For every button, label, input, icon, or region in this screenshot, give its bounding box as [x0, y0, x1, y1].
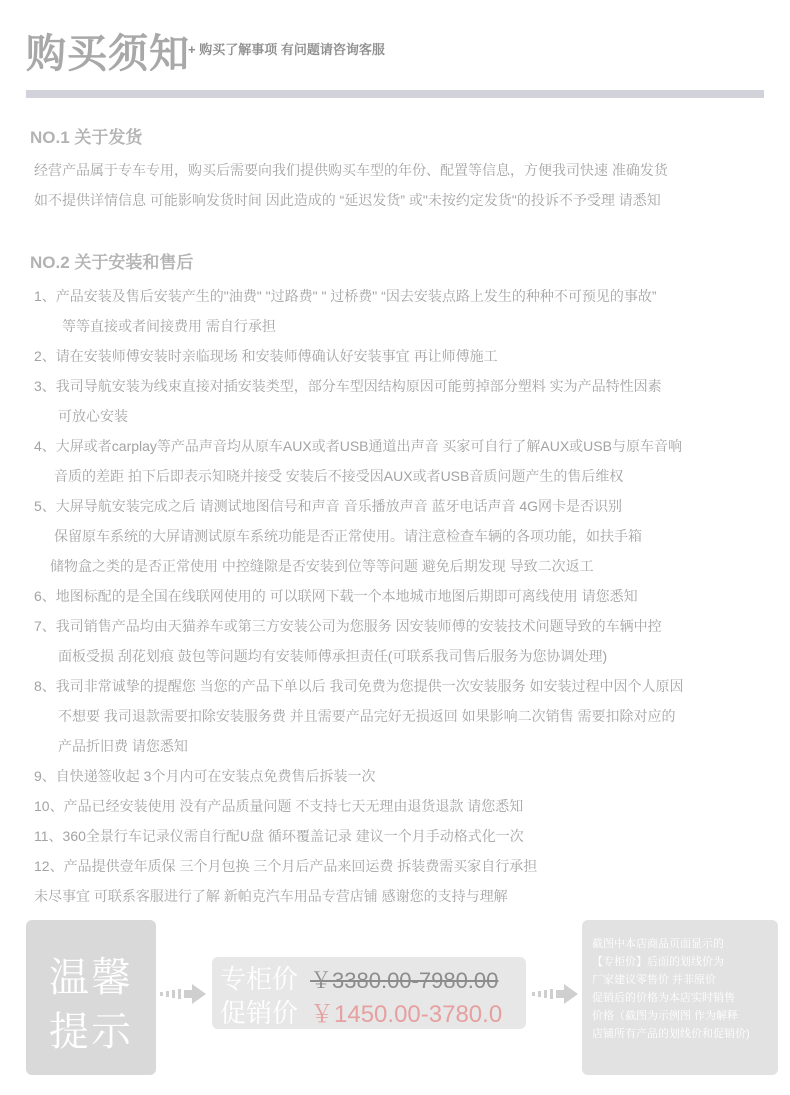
- counter-price-label: 专柜价: [220, 964, 299, 994]
- note-line: 价格（截图为示例图 作为解释: [592, 1010, 739, 1022]
- section2-line: 音质的差距 拍下后即表示知晓并接受 安装后不接受因AUX或者USB音质问题产生的售后维权: [54, 468, 624, 484]
- section2-line: 未尽事宜 可联系客服进行了解 新帕克汽车用品专营店铺 感谢您的支持与理解: [34, 888, 508, 904]
- arrow-right-icon: [160, 984, 208, 1004]
- section2-line: 8、我司非常诚挚的提醒您 当您的产品下单以后 我司免费为您提供一次安装服务 如安装过程中因个人原因: [34, 678, 684, 694]
- note-line: 厂家建议零售价 并非原价: [592, 974, 717, 986]
- section2-line: 产品折旧费 请您悉知: [58, 738, 188, 754]
- section2-title: NO.2 关于安装和售后: [30, 253, 194, 272]
- section2-line: 10、产品已经安装使用 没有产品质量问题 不支持七天无理由退货退款 请您悉知: [34, 798, 524, 814]
- section1-title: NO.1 关于发货: [30, 128, 143, 147]
- section2-line: 11、360全景行车记录仪需自行配U盘 循环覆盖记录 建议一个月手动格式化一次: [34, 828, 524, 844]
- section2-line: 5、大屏导航安装完成之后 请测试地图信号和声音 音乐播放声音 蓝牙电话声音 4G网卡是否识别: [34, 498, 623, 514]
- section1-line: 如不提供详情信息 可能影响发货时间 因此造成的 “延迟发货” 或"未按约定发货"的投诉不予受理 请悉知: [34, 192, 661, 208]
- promo-price-label: 促销价: [220, 998, 299, 1028]
- section2-line: 3、我司导航安装为线束直接对插安装类型，部分车型因结构原因可能剪掉部分塑料 实为产品特性因素: [34, 378, 662, 394]
- page-subtitle: + 购买了解事项 有问题请咨询客服: [188, 42, 385, 57]
- note-line: 【专柜价】后面的划线价为: [592, 956, 724, 968]
- section2-line: 1、产品安装及售后安装产生的"油费" "过路费" " 过桥费" “因去安装点路上发生的种种不可预见的事故”: [34, 288, 657, 304]
- page-title: 购买须知: [26, 32, 190, 76]
- note-line: 店铺所有产品的划线价和促销价): [592, 1028, 750, 1040]
- section2-line: 2、请在安装师傅安装时亲临现场 和安装师傅确认好安装事宜 再让师傅施工: [34, 348, 498, 364]
- section2-line: 不想要 我司退款需要扣除安装服务费 并且需要产品完好无损返回 如果影响二次销售 需要扣除对应的: [58, 708, 676, 724]
- section2-line: 可放心安装: [58, 408, 128, 424]
- header-divider: [26, 90, 764, 98]
- section2-line: 9、自快递签收起 3个月内可在安装点免费售后拆装一次: [34, 768, 376, 784]
- promo-price-row: [220, 993, 502, 1030]
- section2-line: 6、地图标配的是全国在线联网使用的 可以联网下载一个本地城市地图后期即可离线使用 请您悉知: [34, 588, 638, 604]
- section2-line: 等等直接或者间接费用 需自行承担: [62, 318, 276, 334]
- note-line: 促销后的价格为本店实时销售: [592, 992, 735, 1004]
- section2-line: 4、大屏或者carplay等产品声音均从原车AUX或者USB通道出声音 买家可自行了解AUX或USB与原车音响: [34, 438, 682, 454]
- note-line: 截图中本店商品页面显示的: [592, 938, 724, 950]
- counter-price-row: [220, 959, 498, 996]
- promo-price-value: ￥1450.00-3780.0: [310, 1001, 503, 1028]
- warm-tip-line: 温馨: [49, 956, 133, 1000]
- warm-tip-box: [26, 920, 156, 1075]
- warm-tip-line: 提示: [49, 1010, 133, 1054]
- price-example-box: [212, 957, 526, 1029]
- section2-line: 面板受损 刮花划痕 鼓包等问题均有安装师傅承担责任(可联系我司售后服务为您协调处理): [58, 648, 608, 664]
- section2-line: 保留原车系统的大屏请测试原车系统功能是否正常使用。请注意检查车辆的各项功能，如扶手箱: [54, 528, 642, 544]
- section1-line: 经营产品属于专车专用，购买后需要向我们提供购买车型的年份、配置等信息，方便我司快速 准确发货: [34, 162, 668, 178]
- arrow-right-icon: [532, 984, 580, 1004]
- section2-line: 储物盒之类的是否正常使用 中控缝隙是否安装到位等等问题 避免后期发现 导致二次返工: [50, 558, 594, 574]
- counter-price-value: ￥3380.00-7980.00: [310, 968, 499, 993]
- section2-line: 7、我司销售产品均由天猫养车或第三方安装公司为您服务 因安装师傅的安装技术问题导致的车辆中控: [34, 618, 662, 634]
- section2-line: 12、产品提供壹年质保 三个月包换 三个月后产品来回运费 拆装费需买家自行承担: [34, 858, 538, 874]
- price-explanation-box: [582, 920, 778, 1075]
